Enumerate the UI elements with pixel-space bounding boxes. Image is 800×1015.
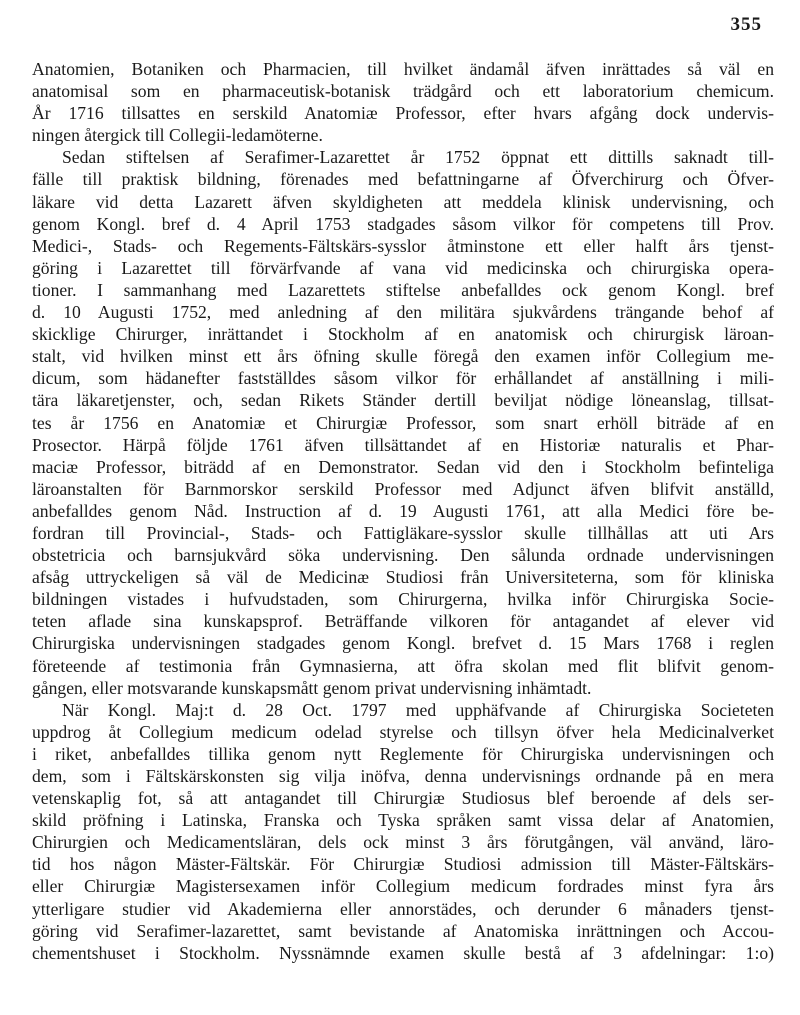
text-line: anbefalldes genom Nåd. Instruction af d. 19 Augusti 1761, att alla Medici före be- bbox=[32, 500, 774, 521]
text-line: År 1716 tillsattes en serskild Anatomiæ Professor, efter hvars afgång dock undervis- bbox=[32, 103, 774, 124]
text-line: anatomisal som en pharmaceutisk-botanisk trädgård och ett laboratorium chemicum. bbox=[32, 81, 774, 102]
text-line: Chirurgiska undervisningen stadgades genom Kongl. brefvet d. 15 Mars 1768 i reglen bbox=[32, 633, 774, 654]
body-text bbox=[32, 58, 774, 964]
text-line: Medici-, Stads- och Regements-Fältskärs-sysslor åtminstone ett eller halft års tjenst- bbox=[32, 235, 774, 256]
text-line: företeende af testimonia från Gymnasierna, att öfra skolan med flit blifvit genom- bbox=[32, 655, 774, 676]
text-line: Anatomien, Botaniken och Pharmacien, till hvilket ändamål äfven inrättades så väl en bbox=[32, 59, 774, 79]
text-line: genom Kongl. bref d. 4 April 1753 stadgades såsom vilkor för competens till Prov. bbox=[32, 213, 774, 234]
text-line: maciæ Professor, biträdd af en Demonstrator. Sedan vid den i Stockholm befinteliga bbox=[32, 456, 774, 477]
text-line: fälle till praktisk bildning, förenades med befattningarne af Öfverchirurg och Öfver- bbox=[32, 169, 774, 190]
text-line: eller Chirurgiæ Magistersexamen inför Collegium medicum fordrades minst fyra års bbox=[32, 876, 774, 897]
text-line: stalt, vid hvilken minst ett års öfning skulle föregå den examen inför Collegium me- bbox=[32, 346, 774, 367]
text-line: tes år 1756 en Anatomiæ et Chirurgiæ Professor, som snart erhöll biträde af en bbox=[32, 412, 774, 433]
text-line: läroanstalten för Barnmorskor serskild Professor med Adjunct äfven blifvit anställd, bbox=[32, 478, 774, 499]
text-line: läkare vid detta Lazarett äfven skyldigheten att meddela klinisk undervisning, och bbox=[32, 191, 774, 212]
text-line: uppdrog åt Collegium medicum odelad styrelse och tillsyn öfver hela Medicinalverket bbox=[32, 721, 774, 742]
text-line: tära läkaretjenster, och, sedan Rikets Ständer dertill beviljat nödige löneanslag, tillsat- bbox=[32, 390, 774, 411]
text-line: göring i Lazarettet till förvärfvande af vana vid medicinska och chirurgiska opera- bbox=[32, 257, 774, 278]
text-line: Chirurgien och Medicamentsläran, dels ock minst 3 års förutgången, väl använd, läro- bbox=[32, 832, 774, 853]
text-line: Sedan stiftelsen af Serafimer-Lazarettet år 1752 öppnat ett dittills saknadt till- bbox=[62, 147, 774, 168]
text-line: chementshuset i Stockholm. Nyssnämnde examen skulle bestå af 3 afdelningar: 1:o) bbox=[32, 942, 774, 963]
text-line: skild pröfning i Latinska, Franska och Tyska språken samt vissa delar af Anatomien, bbox=[32, 810, 774, 831]
text-line: När Kongl. Maj:t d. 28 Oct. 1797 med upphäfvande af Chirurgiska Societeten bbox=[62, 699, 774, 720]
page-number: 355 bbox=[730, 14, 762, 35]
text-line: tioner. I sammanhang med Lazarettets stiftelse anbefalldes ock genom Kongl. bref bbox=[32, 279, 774, 300]
text-line: dicum, som hädanefter fastställdes såsom vilkor för erhållandet af anställning i mili- bbox=[32, 368, 774, 389]
text-line: ytterligare studier vid Akademierna eller annorstädes, och derunder 6 månaders tjenst- bbox=[32, 898, 774, 919]
text-line: fordran till Provincial-, Stads- och Fattigläkare-sysslor skulle tillhållas att uti Ars bbox=[32, 522, 774, 543]
text-line: bildningen vistades i hufvudstaden, som Chirurgerna, hvilka inför Chirurgiska Socie- bbox=[32, 589, 774, 610]
text-line: skicklige Chirurger, inrättandet i Stockholm af en anatomisk och chirurgisk läroan- bbox=[32, 324, 774, 345]
text-line: i riket, anbefalldes tillika genom nytt Reglemente för Chirurgiska undervisningen och bbox=[32, 743, 774, 764]
text-line: Prosector. Härpå följde 1761 äfven tillsättandet af en Historiæ naturalis et Phar- bbox=[32, 434, 774, 455]
text-line: d. 10 Augusti 1752, med anledning af den militära sjukvårdens trängande behof af bbox=[32, 302, 774, 323]
text-line: vetenskaplig fot, så att antagandet till Chirurgiæ Studiosus blef beroende af dels ser- bbox=[32, 788, 774, 809]
text-line: tid hos någon Mäster-Fältskär. För Chirurgiæ Studiosi admission till Mäster-Fältskärs- bbox=[32, 854, 774, 875]
text-line: obstetricia och barnsjukvård söka undervisning. Den sålunda ordnade undervisningen bbox=[32, 545, 774, 566]
text-line: ningen återgick till Collegii-ledamöterne. bbox=[32, 125, 323, 146]
text-line: dem, som i Fältskärskonsten sig vilja inöfva, denna undervisnings ordnande på en mera bbox=[32, 766, 774, 786]
text-line: teten aflade sina kunskapsprof. Beträffande vilkoren för antagandet af elever vid bbox=[32, 611, 774, 632]
text-line: afsåg uttryckeligen så väl de Medicinæ Studiosi från Universiteterna, som för kliniska bbox=[32, 567, 774, 588]
text-line: göring vid Serafimer-lazarettet, samt bevistande af Anatomiska inrättningen och Accou- bbox=[32, 920, 774, 941]
text-line: gången, eller motsvarande kunskapsmått genom privat undervisning inhämtadt. bbox=[32, 677, 592, 698]
